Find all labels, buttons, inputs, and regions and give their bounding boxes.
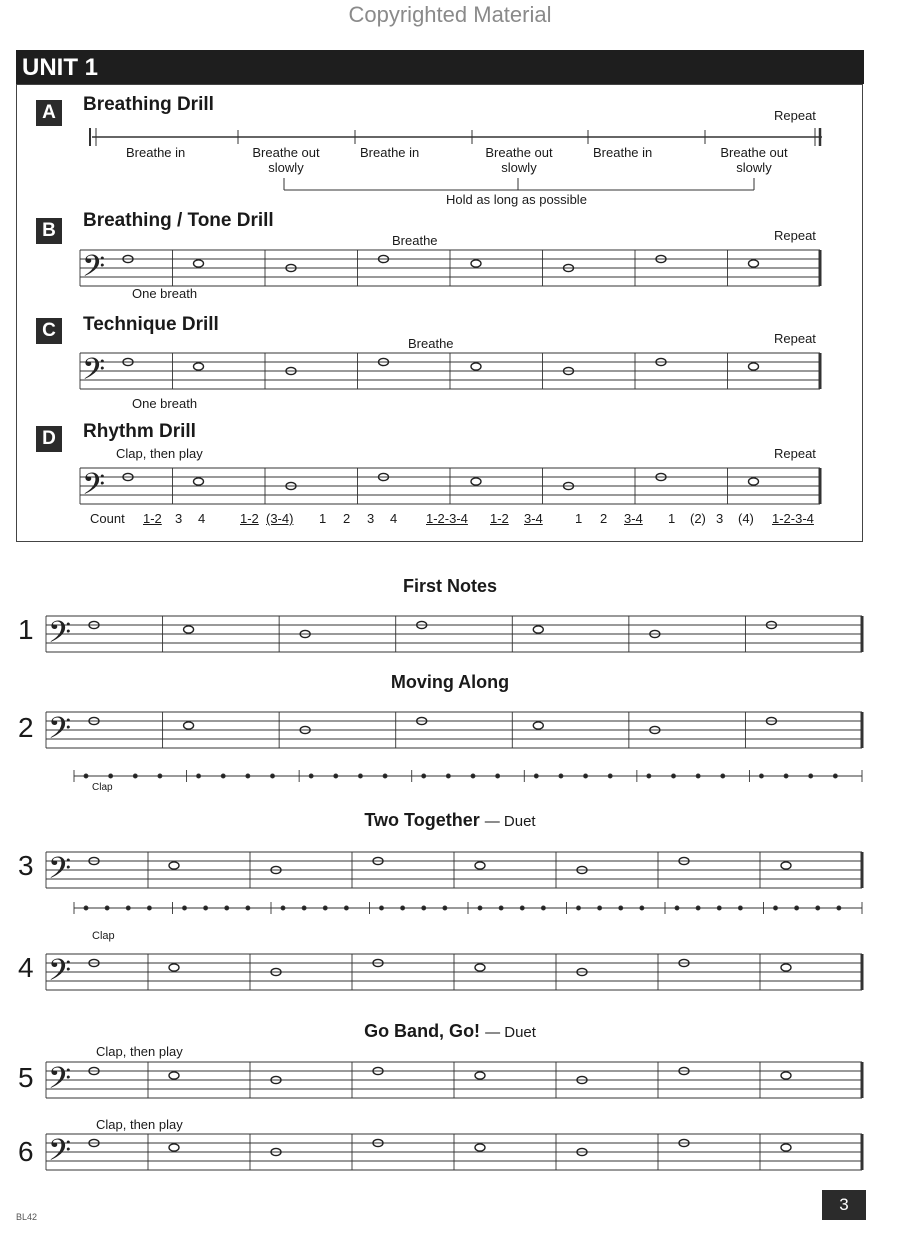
rhythm-note [323, 906, 327, 910]
bass-clef-icon: 𝄢 [82, 468, 106, 509]
page-number: 3 [822, 1190, 866, 1220]
staff-5 [46, 1062, 862, 1103]
rhythm-note [577, 906, 581, 910]
line-number-1: 1 [18, 614, 34, 645]
rhythm-note [675, 906, 679, 910]
count-label: 1-2 [240, 511, 259, 526]
bass-clef-icon: 𝄢 [48, 1062, 72, 1103]
staff-b [80, 250, 820, 291]
note-head [749, 260, 759, 267]
note-head [475, 862, 485, 869]
drill-c-repeat: Repeat [774, 331, 816, 346]
rhythm-note [759, 774, 763, 778]
rhythm-note [334, 774, 338, 778]
rhythm-note [302, 906, 306, 910]
rhythm-note [383, 774, 387, 778]
drill-letter-c: C [36, 318, 62, 344]
rhythm-2 [74, 770, 862, 782]
drill-c-title: Technique Drill [83, 314, 219, 335]
count-label: 3-4 [624, 511, 643, 526]
rhythm-note [608, 774, 612, 778]
rhythm-note [422, 774, 426, 778]
line-number-2: 2 [18, 712, 34, 743]
rhythm-note [446, 774, 450, 778]
rhythm-note [496, 774, 500, 778]
note-head [475, 1072, 485, 1079]
footer-code: BL42 [16, 1212, 38, 1222]
count-label: 2 [343, 511, 351, 526]
rhythm-note [246, 906, 250, 910]
clap-label-3: Clap [92, 930, 115, 942]
note-head [749, 478, 759, 485]
rhythm-note [478, 906, 482, 910]
bass-clef-icon: 𝄢 [48, 1134, 72, 1175]
count-label: (3-4) [266, 511, 294, 526]
title-go-band [0, 1021, 900, 1042]
drill-a-label-5: Breathe in [593, 145, 653, 160]
rhythm-note [816, 906, 820, 910]
note-head [194, 363, 204, 370]
count-label: 2 [600, 511, 608, 526]
count-label: 1-2 [143, 511, 162, 526]
note-head [781, 1144, 791, 1151]
staff-d [80, 468, 820, 509]
rhythm-note [598, 906, 602, 910]
count-label: 3 [716, 511, 724, 526]
count-label: 1-2-3-4 [426, 511, 468, 526]
drill-a-label-2: Breathe out slowly [252, 145, 320, 175]
line-number-5: 5 [18, 1062, 34, 1093]
rhythm-note [738, 906, 742, 910]
bass-clef-icon: 𝄢 [82, 353, 106, 394]
staff-c [80, 353, 820, 394]
drill-b-repeat: Repeat [774, 228, 816, 243]
note-head [781, 964, 791, 971]
rhythm-3 [74, 902, 862, 914]
drill-d-clap: Clap, then play [116, 446, 203, 461]
two-together-duet: — Duet [484, 813, 536, 830]
drill-c-one-breath: One breath [132, 396, 198, 411]
rhythm-note [672, 774, 676, 778]
drill-a-label-6: Breathe out slowly [720, 145, 788, 175]
rhythm-note [837, 906, 841, 910]
rhythm-note [358, 774, 362, 778]
title-first-notes: First Notes [402, 576, 498, 596]
count-label: Count [90, 511, 125, 526]
rhythm-note [717, 906, 721, 910]
drill-a-repeat: Repeat [774, 108, 816, 123]
rhythm-note [84, 906, 88, 910]
staff-3 [46, 852, 862, 893]
drill-letter-a: A [36, 100, 62, 126]
rhythm-note [271, 774, 275, 778]
count-label: 1-2-3-4 [772, 511, 814, 526]
rhythm-note [109, 774, 113, 778]
note-head [169, 862, 179, 869]
two-together-label: Two Together [364, 810, 480, 830]
note-head [169, 1072, 179, 1079]
go-band-duet: — Duet [485, 1024, 536, 1041]
bass-clef-icon: 𝄢 [82, 250, 106, 291]
rhythm-note [204, 906, 208, 910]
rhythm-note [833, 774, 837, 778]
drill-a-label-3: Breathe in [360, 145, 420, 160]
count-label: 3 [175, 511, 183, 526]
count-label: 1-2 [490, 511, 509, 526]
rhythm-note [246, 774, 250, 778]
rhythm-note [499, 906, 503, 910]
rhythm-note [158, 774, 162, 778]
clap-label-2: Clap [92, 782, 113, 793]
rhythm-note [721, 774, 725, 778]
drill-letter-b: B [36, 218, 62, 244]
title-moving-along: Moving Along [390, 672, 510, 692]
note-head [169, 1144, 179, 1151]
rhythm-note [380, 906, 384, 910]
note-head [471, 363, 481, 370]
count-label: 4 [390, 511, 398, 526]
count-label: 1 [668, 511, 676, 526]
drill-a-title: Breathing Drill [83, 94, 214, 115]
staff-4 [46, 954, 862, 995]
bass-clef-icon: 𝄢 [48, 954, 72, 995]
rhythm-note [696, 906, 700, 910]
note-head [533, 626, 543, 633]
line-number-4: 4 [18, 952, 34, 983]
note-head [533, 722, 543, 729]
drill-a-label-4: Breathe out slowly [485, 145, 553, 175]
drill-b-one-breath: One breath [132, 286, 198, 301]
drill-a-hold: Hold as long as possible [446, 192, 587, 207]
note-head [471, 260, 481, 267]
rhythm-note [225, 906, 229, 910]
rhythm-note [619, 906, 623, 910]
clap-then-play-5: Clap, then play [96, 1044, 183, 1059]
rhythm-note [696, 774, 700, 778]
rhythm-note [401, 906, 405, 910]
rhythm-note [559, 774, 563, 778]
note-head [781, 862, 791, 869]
unit-title: UNIT 1 [22, 54, 99, 81]
rhythm-note [640, 906, 644, 910]
rhythm-note [774, 906, 778, 910]
note-head [184, 626, 194, 633]
bass-clef-icon: 𝄢 [48, 712, 72, 753]
rhythm-note [147, 906, 151, 910]
rhythm-note [105, 906, 109, 910]
rhythm-note [422, 906, 426, 910]
rhythm-note [126, 906, 130, 910]
rhythm-note [534, 774, 538, 778]
bass-clef-icon: 𝄢 [48, 852, 72, 893]
clap-then-play-6: Clap, then play [96, 1117, 183, 1132]
note-head [169, 964, 179, 971]
rhythm-note [520, 906, 524, 910]
note-head [194, 478, 204, 485]
count-label: (2) [690, 511, 706, 526]
bass-clef-icon: 𝄢 [48, 616, 72, 657]
line-number-3: 3 [18, 850, 34, 881]
rhythm-note [647, 774, 651, 778]
drill-d-title: Rhythm Drill [83, 421, 196, 442]
drill-d-repeat: Repeat [774, 446, 816, 461]
drill-b-breathe: Breathe [392, 233, 438, 248]
note-head [749, 363, 759, 370]
copyright-watermark: Copyrighted Material [348, 2, 552, 27]
note-head [475, 1144, 485, 1151]
drill-c-breathe: Breathe [408, 336, 454, 351]
count-label: 3 [367, 511, 375, 526]
count-label: (4) [738, 511, 754, 526]
rhythm-note [84, 774, 88, 778]
rhythm-note [183, 906, 187, 910]
staff-1 [46, 616, 862, 657]
rhythm-note [221, 774, 225, 778]
note-head [184, 722, 194, 729]
rhythm-note [784, 774, 788, 778]
staff-6 [46, 1134, 862, 1175]
rhythm-note [471, 774, 475, 778]
title-two-together [0, 810, 900, 831]
rhythm-note [809, 774, 813, 778]
rhythm-note [344, 906, 348, 910]
note-head [475, 964, 485, 971]
go-band-label: Go Band, Go! [364, 1021, 481, 1041]
staff-2 [46, 712, 862, 753]
note-head [781, 1072, 791, 1079]
drill-b-title: Breathing / Tone Drill [83, 210, 274, 231]
drill-letter-d: D [36, 426, 62, 452]
count-label: 1 [575, 511, 583, 526]
drill-a-label-1: Breathe in [126, 145, 186, 160]
line-number-6: 6 [18, 1136, 34, 1167]
rhythm-note [309, 774, 313, 778]
rhythm-note [541, 906, 545, 910]
count-label: 4 [198, 511, 206, 526]
rhythm-note [133, 774, 137, 778]
rhythm-note [584, 774, 588, 778]
count-label: 1 [319, 511, 327, 526]
count-row [0, 511, 900, 529]
count-label: 3-4 [524, 511, 543, 526]
rhythm-note [281, 906, 285, 910]
rhythm-note [795, 906, 799, 910]
rhythm-note [443, 906, 447, 910]
note-head [194, 260, 204, 267]
rhythm-note [197, 774, 201, 778]
note-head [471, 478, 481, 485]
